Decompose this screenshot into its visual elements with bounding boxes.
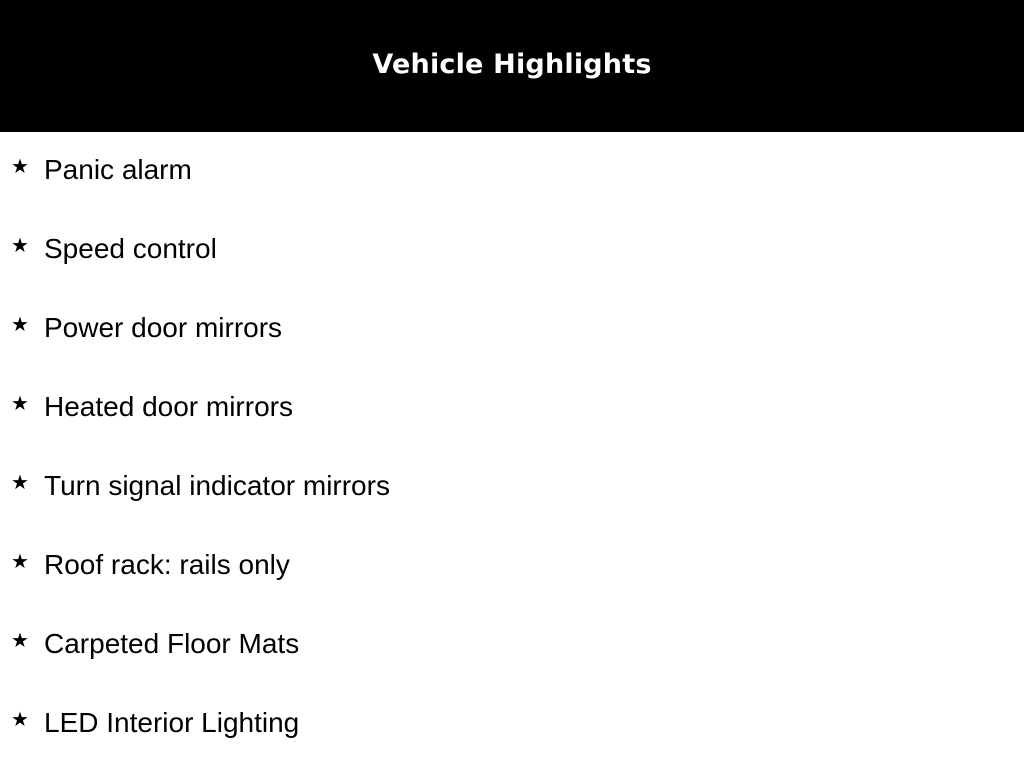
header-bar — [0, 0, 1024, 132]
list-item — [0, 290, 1024, 369]
star-icon: ★ — [11, 391, 29, 415]
page-title: Vehicle Highlights — [372, 48, 652, 80]
star-icon: ★ — [11, 628, 29, 652]
highlight-label: Heated door mirrors — [44, 391, 293, 422]
list-item — [0, 448, 1024, 527]
highlights-list — [0, 132, 1024, 764]
list-item — [0, 132, 1024, 211]
star-icon: ★ — [11, 233, 29, 257]
highlight-label: Speed control — [44, 233, 217, 264]
star-icon: ★ — [11, 154, 29, 178]
list-item — [0, 606, 1024, 685]
list-item — [0, 369, 1024, 448]
list-item — [0, 527, 1024, 606]
highlight-label: Power door mirrors — [44, 312, 283, 343]
highlight-label: Turn signal indicator mirrors — [44, 470, 390, 501]
star-icon: ★ — [11, 470, 29, 494]
list-item — [0, 211, 1024, 290]
highlight-label: Roof rack: rails only — [44, 549, 290, 580]
highlight-label: Carpeted Floor Mats — [44, 628, 300, 659]
highlight-label: Panic alarm — [44, 154, 192, 185]
star-icon: ★ — [11, 549, 29, 573]
highlight-label: LED Interior Lighting — [44, 707, 300, 738]
star-icon: ★ — [11, 312, 29, 336]
list-item — [0, 685, 1024, 764]
star-icon: ★ — [11, 707, 29, 731]
